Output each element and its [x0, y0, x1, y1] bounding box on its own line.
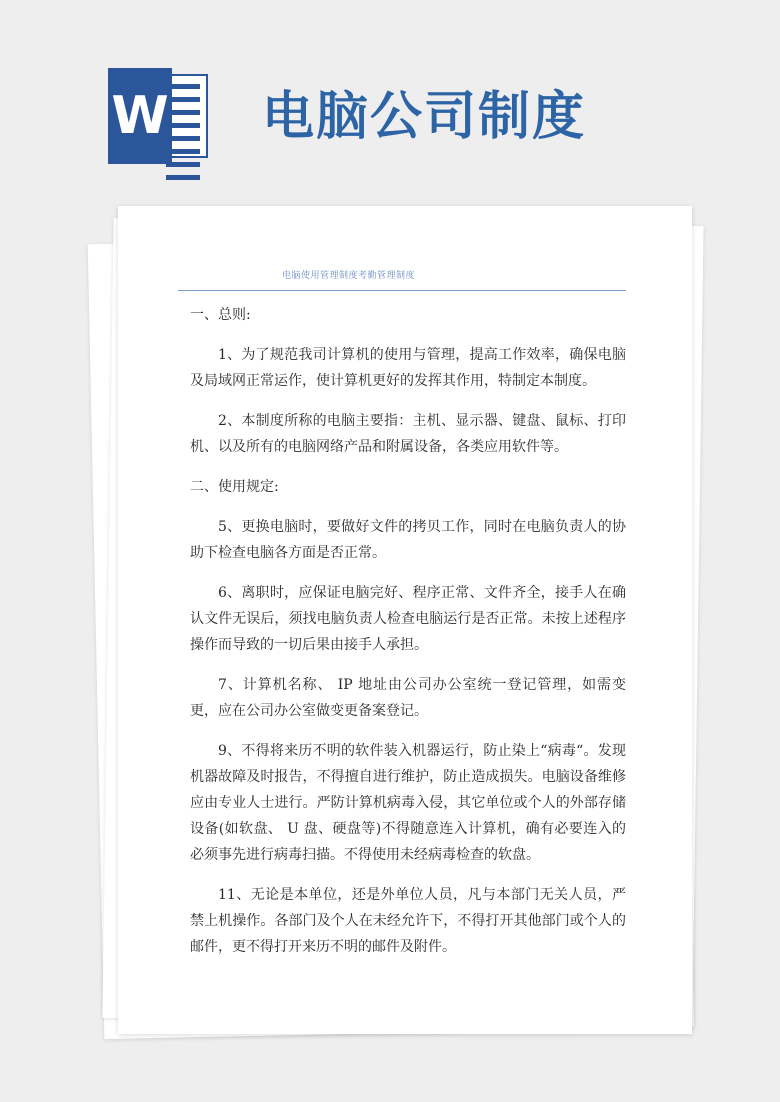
document-page — [118, 206, 692, 1034]
body-paragraph: 1、为了规范我司计算机的使用与管理，提高工作效率，确保电脑及局域网正常运作，使计算机更好的发挥其作用，特制定本制度。 — [190, 347, 626, 389]
body-paragraph: 6、离职时，应保证电脑完好、程序正常、文件齐全，接手人在确认文件无误后，须找电脑负责人检查电脑运行是否正常。未按上述程序操作而导致的一切后果由接手人承担。 — [190, 585, 626, 653]
word-logo-icon — [108, 68, 208, 164]
section-heading: 一、总则: — [190, 307, 251, 323]
header-rule — [178, 290, 626, 291]
body-paragraph: 5、更换电脑时，要做好文件的拷贝工作，同时在电脑负责人的协助下检查电脑各方面是否正常。 — [190, 519, 626, 561]
page-title: 电脑公司制度 — [262, 87, 587, 147]
body-paragraph: 11、无论是本单位，还是外单位人员，凡与本部门无关人员，严禁上机操作。各部门及个人在未经允许下，不得打开其他部门或个人的邮件，更不得打开来历不明的邮件及附件。 — [190, 887, 626, 955]
section-heading: 二、使用规定: — [190, 479, 279, 495]
running-header: 电脑使用管理制度考勤管理制度 — [282, 271, 416, 281]
document-body — [190, 302, 626, 974]
word-logo-letter: W — [108, 68, 172, 164]
body-paragraph: 7、计算机名称、 IP 地址由公司办公室统一登记管理，如需变更，应在公司办公室做变更备案登记。 — [190, 677, 626, 719]
body-paragraph: 9、不得将来历不明的软件装入机器运行，防止染上“病毒“。发现机器故障及时报告，不得擅自进行维护，防止造成损失。电脑设备维修应由专业人士进行。严防计算机病毒入侵，其它单位或个人的外部存储设备(如软盘、 U 盘、硬盘等)不得随意连入计算机，确有必要连入的必须事先进行病毒扫描。不得使用未经病毒检查的软盘。 — [190, 743, 626, 863]
body-paragraph: 2、本制度所称的电脑主要指：主机、显示器、键盘、鼠标、打印机、以及所有的电脑网络产品和附属设备，各类应用软件等。 — [190, 413, 626, 455]
